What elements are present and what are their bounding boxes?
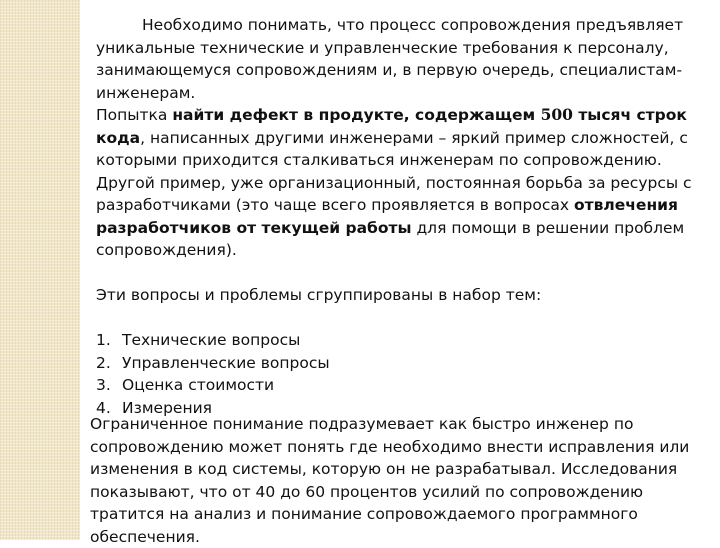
topic-label: Технические вопросы	[122, 331, 301, 349]
resource-struggle-bold: отвлечения разработчиков от текущей работы	[96, 196, 678, 237]
topic-item-technical	[96, 329, 696, 352]
topic-number: 4.	[96, 398, 111, 417]
topic-label: Измерения	[122, 398, 212, 417]
defect-example-rest: , написанных другими инженерами – яркий пример сложностей, с которыми приходится сталкиваться инженерам по сопровождению.	[96, 128, 688, 169]
topic-label: Оценка стоимости	[122, 376, 275, 394]
topic-label: Управленческие вопросы	[122, 353, 330, 372]
resource-struggle-rest: для помощи в решении проблем сопровождения).	[96, 218, 685, 259]
decorative-side-strip	[0, 0, 80, 540]
paragraph-topics-intro: Эти вопросы и проблемы сгруппированы в набор тем:	[96, 286, 542, 304]
defect-example-intro: Попытка	[96, 106, 173, 124]
paragraph-gap	[96, 307, 696, 330]
paragraph-maintenance-requirements: Необходимо понимать, что процесс сопровождения предъявляет уникальные технические и управленческие требования к персоналу, занимающемуся сопровождениям и, в первую очередь, специалистам-инженерам.	[96, 16, 684, 102]
paragraph-resource-struggle	[96, 172, 696, 262]
slide-text-block	[96, 14, 696, 419]
topic-number: 2.	[96, 353, 111, 372]
topic-item-cost-estimation	[96, 374, 696, 397]
resource-struggle-intro: Другой пример, уже организационный, постоянная борьба за ресурсы с разработчиками (это чаще всего проявляется в вопросах	[96, 173, 692, 214]
paragraph-limited-understanding: Ограниченное понимание подразумевает как быстро инженер по сопровождению может понять где необходимо внести исправления или изменения в код системы, которую он не разрабатывал. Исследования показывают, что от 40 до 60 процентов усилий по сопровождению тратится на анализ и понимание сопровождаемого программного обеспечения.	[90, 415, 690, 546]
paragraph-gap	[96, 262, 696, 285]
paragraph-defect-example	[96, 104, 696, 172]
defect-example-bold-tail: тысяч строк кода	[96, 106, 687, 147]
topic-item-management	[96, 352, 696, 375]
defect-example-bold-text: найти дефект в продукте, содержащем	[172, 106, 541, 124]
defect-example-number: 500	[540, 105, 573, 124]
overlapping-text-block	[90, 413, 690, 548]
topic-number: 3.	[96, 376, 111, 394]
topics-list	[96, 329, 696, 419]
topic-number: 1.	[96, 331, 111, 349]
